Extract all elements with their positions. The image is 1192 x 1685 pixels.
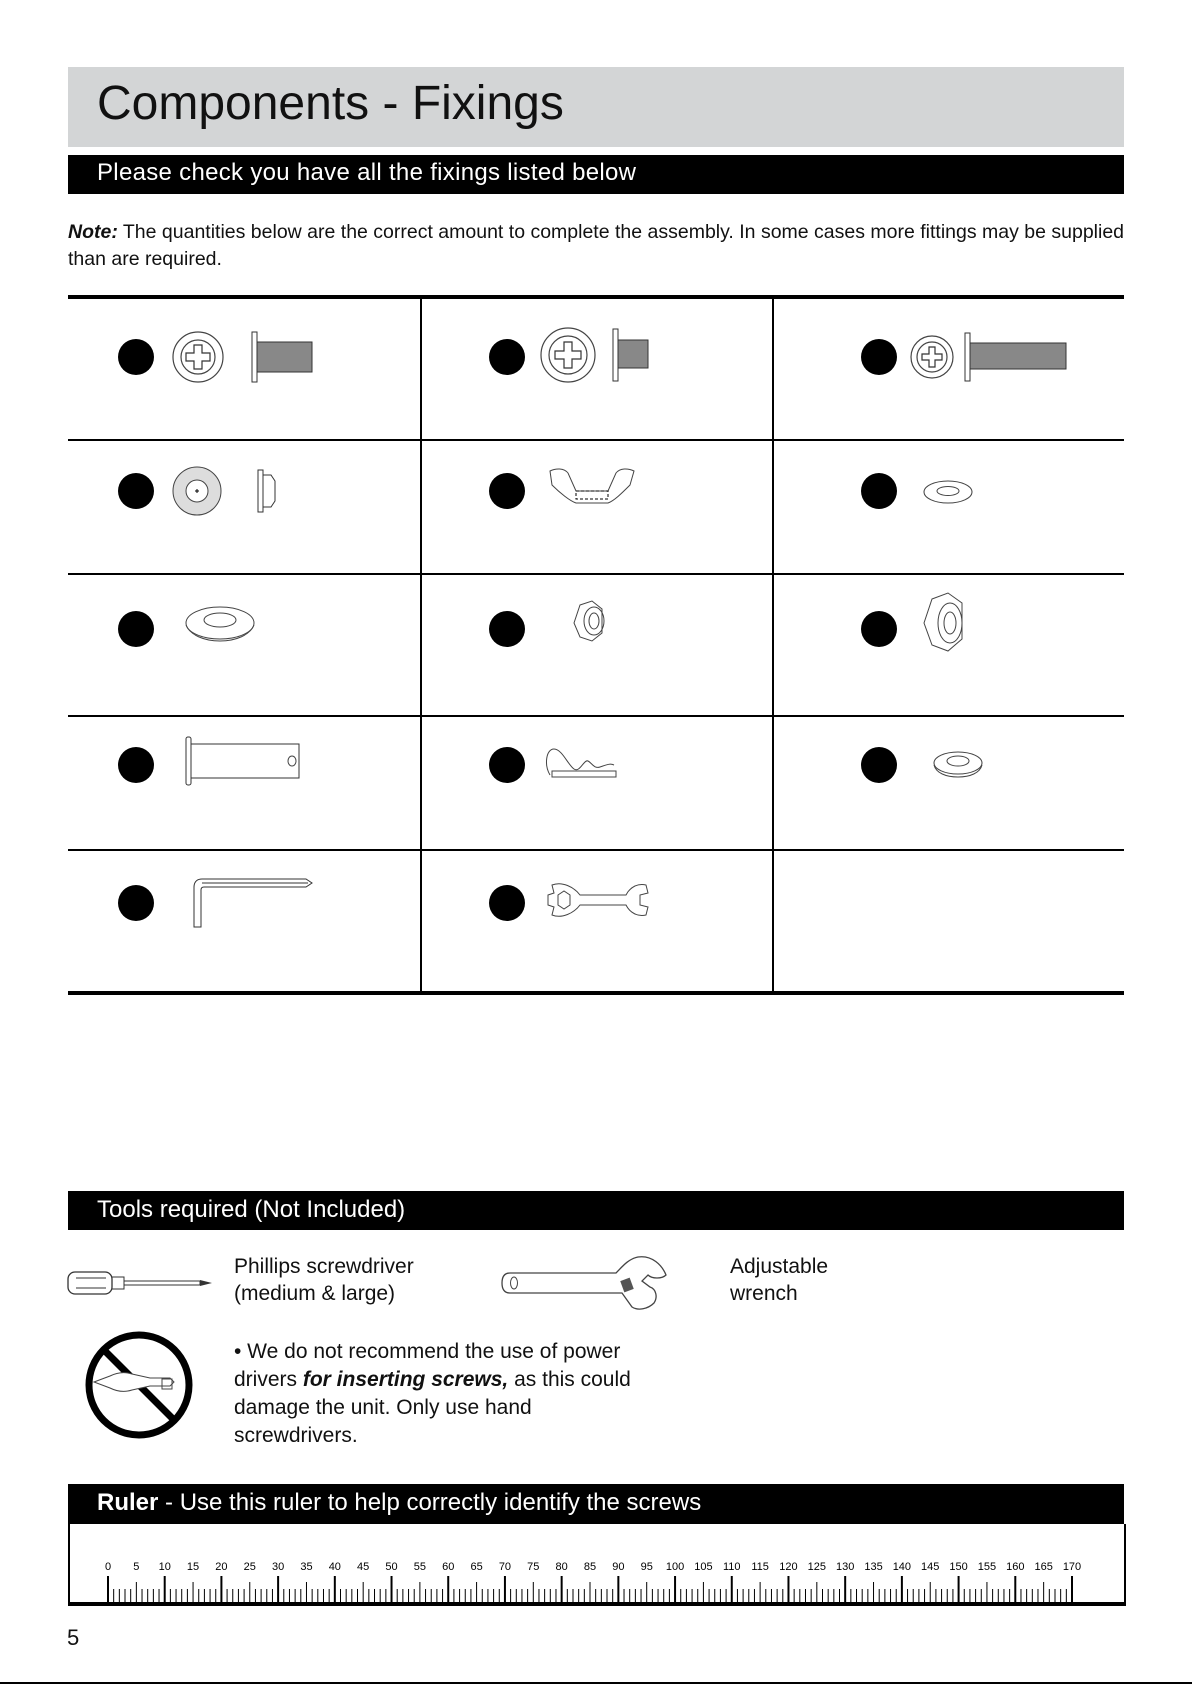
fixing-id-marker bbox=[489, 885, 525, 921]
tool-label-line: (medium & large) bbox=[234, 1282, 396, 1305]
ruler-label: 155 bbox=[977, 1561, 997, 1573]
fixing-id-marker bbox=[118, 885, 154, 921]
ruler-label: 110 bbox=[722, 1561, 741, 1573]
fixing-cell bbox=[420, 441, 772, 575]
ruler-label: 120 bbox=[779, 1561, 798, 1573]
ruler-label: 130 bbox=[835, 1561, 855, 1573]
ruler-label: 95 bbox=[640, 1561, 653, 1573]
fixing-cell bbox=[420, 299, 772, 433]
tools-bar bbox=[68, 1191, 1124, 1230]
ruler-label: 10 bbox=[158, 1561, 171, 1573]
page-bottom-rule bbox=[0, 1682, 1192, 1684]
tool-label-wrench bbox=[730, 1253, 828, 1307]
page-number: 5 bbox=[67, 1625, 80, 1650]
spanner-icon bbox=[546, 881, 676, 921]
clevis-pin-icon bbox=[184, 735, 304, 787]
fixings-table bbox=[68, 295, 1124, 995]
ruler-label: 105 bbox=[694, 1561, 713, 1573]
title-bar bbox=[68, 67, 1124, 147]
ruler-label: 80 bbox=[555, 1561, 568, 1573]
ruler-label: 50 bbox=[385, 1561, 398, 1573]
fixing-cell-empty bbox=[772, 851, 1124, 985]
ruler-label: 55 bbox=[413, 1561, 427, 1573]
small-nylon-lock-nut-icon bbox=[572, 599, 612, 647]
ruler-label: 40 bbox=[328, 1561, 341, 1573]
adjustable-wrench-icon bbox=[500, 1255, 670, 1315]
ruler-label: 100 bbox=[665, 1561, 685, 1573]
ruler-label: 35 bbox=[300, 1561, 313, 1573]
small-washer-icon bbox=[922, 479, 982, 509]
ruler-label: 30 bbox=[271, 1561, 285, 1573]
tools-heading: Tools required (Not Included) bbox=[97, 1196, 406, 1223]
fixing-cell bbox=[772, 717, 1124, 851]
warning-emphasis: for inserting screws, bbox=[302, 1368, 509, 1391]
no-power-drill-icon bbox=[84, 1330, 194, 1440]
ruler-label: 75 bbox=[527, 1561, 540, 1573]
note-label: Note: bbox=[68, 221, 118, 243]
table-bottom-rule bbox=[68, 991, 1124, 995]
ruler-label: 165 bbox=[1034, 1561, 1053, 1573]
ruler-label: 145 bbox=[921, 1561, 940, 1573]
large-nylon-lock-nut-icon bbox=[922, 591, 968, 655]
large-washer-icon bbox=[184, 603, 264, 647]
fixing-cell bbox=[68, 575, 420, 709]
tool-label-line: Adjustable bbox=[730, 1255, 829, 1278]
ruler-label: 135 bbox=[864, 1561, 883, 1573]
allen-key-icon bbox=[190, 877, 320, 929]
fixing-id-marker bbox=[861, 611, 897, 647]
phillips-screwdriver-icon bbox=[66, 1268, 214, 1300]
fixing-cell bbox=[420, 717, 772, 851]
ruler-heading bbox=[97, 1489, 701, 1517]
ruler-label: 125 bbox=[807, 1561, 827, 1573]
fixing-cell bbox=[68, 717, 420, 851]
ruler-bar bbox=[68, 1484, 1124, 1524]
ruler-label: 20 bbox=[215, 1561, 228, 1573]
warning-text: as this could damage the unit. Only use hand screwdrivers. bbox=[234, 1368, 631, 1447]
fixing-cell bbox=[68, 851, 420, 985]
ruler-label: 140 bbox=[892, 1561, 912, 1573]
ruler-label: 5 bbox=[133, 1561, 140, 1573]
page-title: Components - Fixings bbox=[97, 77, 564, 130]
fixing-cell bbox=[772, 441, 1124, 575]
fixing-id-marker bbox=[489, 611, 525, 647]
ruler-label: 0 bbox=[104, 1561, 112, 1573]
note-text: The quantities below are the correct amount to complete the assembly. In some cases more fittings may be supplied than are required. bbox=[68, 221, 1125, 270]
spring-washer-icon bbox=[932, 749, 988, 781]
ruler-label: 65 bbox=[470, 1561, 483, 1573]
phillips-bolt-short-icon bbox=[172, 329, 322, 385]
ruler-label: 70 bbox=[498, 1561, 512, 1573]
fixing-id-marker bbox=[861, 339, 897, 375]
fixing-cell bbox=[772, 299, 1124, 433]
ruler-label: 85 bbox=[583, 1561, 597, 1573]
fixing-id-marker bbox=[118, 747, 154, 783]
ruler-label: 15 bbox=[186, 1561, 200, 1573]
phillips-bolt-stub-icon bbox=[540, 325, 690, 385]
subtitle-bar bbox=[68, 155, 1124, 194]
fixing-cell bbox=[68, 441, 420, 575]
tool-label-line: Phillips screwdriver bbox=[234, 1255, 414, 1278]
fixing-cell bbox=[772, 575, 1124, 709]
fixing-id-marker bbox=[489, 747, 525, 783]
fixing-id-marker bbox=[861, 747, 897, 783]
fixing-id-marker bbox=[861, 473, 897, 509]
fixing-id-marker bbox=[118, 473, 154, 509]
ruler-label: 45 bbox=[357, 1561, 370, 1573]
fixing-id-marker bbox=[118, 611, 154, 647]
power-driver-warning bbox=[234, 1338, 654, 1450]
ruler-box bbox=[68, 1524, 1126, 1606]
tool-label-line: wrench bbox=[730, 1282, 798, 1305]
ruler-label: 170 bbox=[1062, 1561, 1082, 1573]
ruler-label: 60 bbox=[442, 1561, 455, 1573]
ruler-heading-bold: Ruler bbox=[97, 1489, 159, 1516]
serrated-flange-nut-icon bbox=[172, 465, 292, 519]
fixing-id-marker bbox=[489, 473, 525, 509]
ruler-heading-rest: - Use this ruler to help correctly identify the screws bbox=[158, 1489, 702, 1516]
warning-text: • We do not recommend the use of power drivers bbox=[234, 1340, 621, 1391]
ruler-label: 90 bbox=[612, 1561, 625, 1573]
ruler-label: 160 bbox=[1006, 1561, 1025, 1573]
fixing-cell bbox=[420, 575, 772, 709]
subtitle: Please check you have all the fixings listed below bbox=[97, 159, 637, 186]
ruler-label: 115 bbox=[751, 1561, 769, 1573]
ruler bbox=[70, 1524, 1124, 1602]
fixing-id-marker bbox=[118, 339, 154, 375]
fixing-cell bbox=[68, 299, 420, 433]
fixing-id-marker bbox=[489, 339, 525, 375]
tool-label-screwdriver bbox=[234, 1253, 414, 1307]
ruler-label: 25 bbox=[243, 1561, 256, 1573]
ruler-label: 150 bbox=[949, 1561, 968, 1573]
phillips-bolt-long-icon bbox=[910, 329, 1120, 385]
note bbox=[68, 219, 1128, 273]
wing-nut-icon bbox=[548, 467, 638, 507]
r-clip-icon bbox=[544, 745, 624, 781]
fixing-cell bbox=[420, 851, 772, 985]
